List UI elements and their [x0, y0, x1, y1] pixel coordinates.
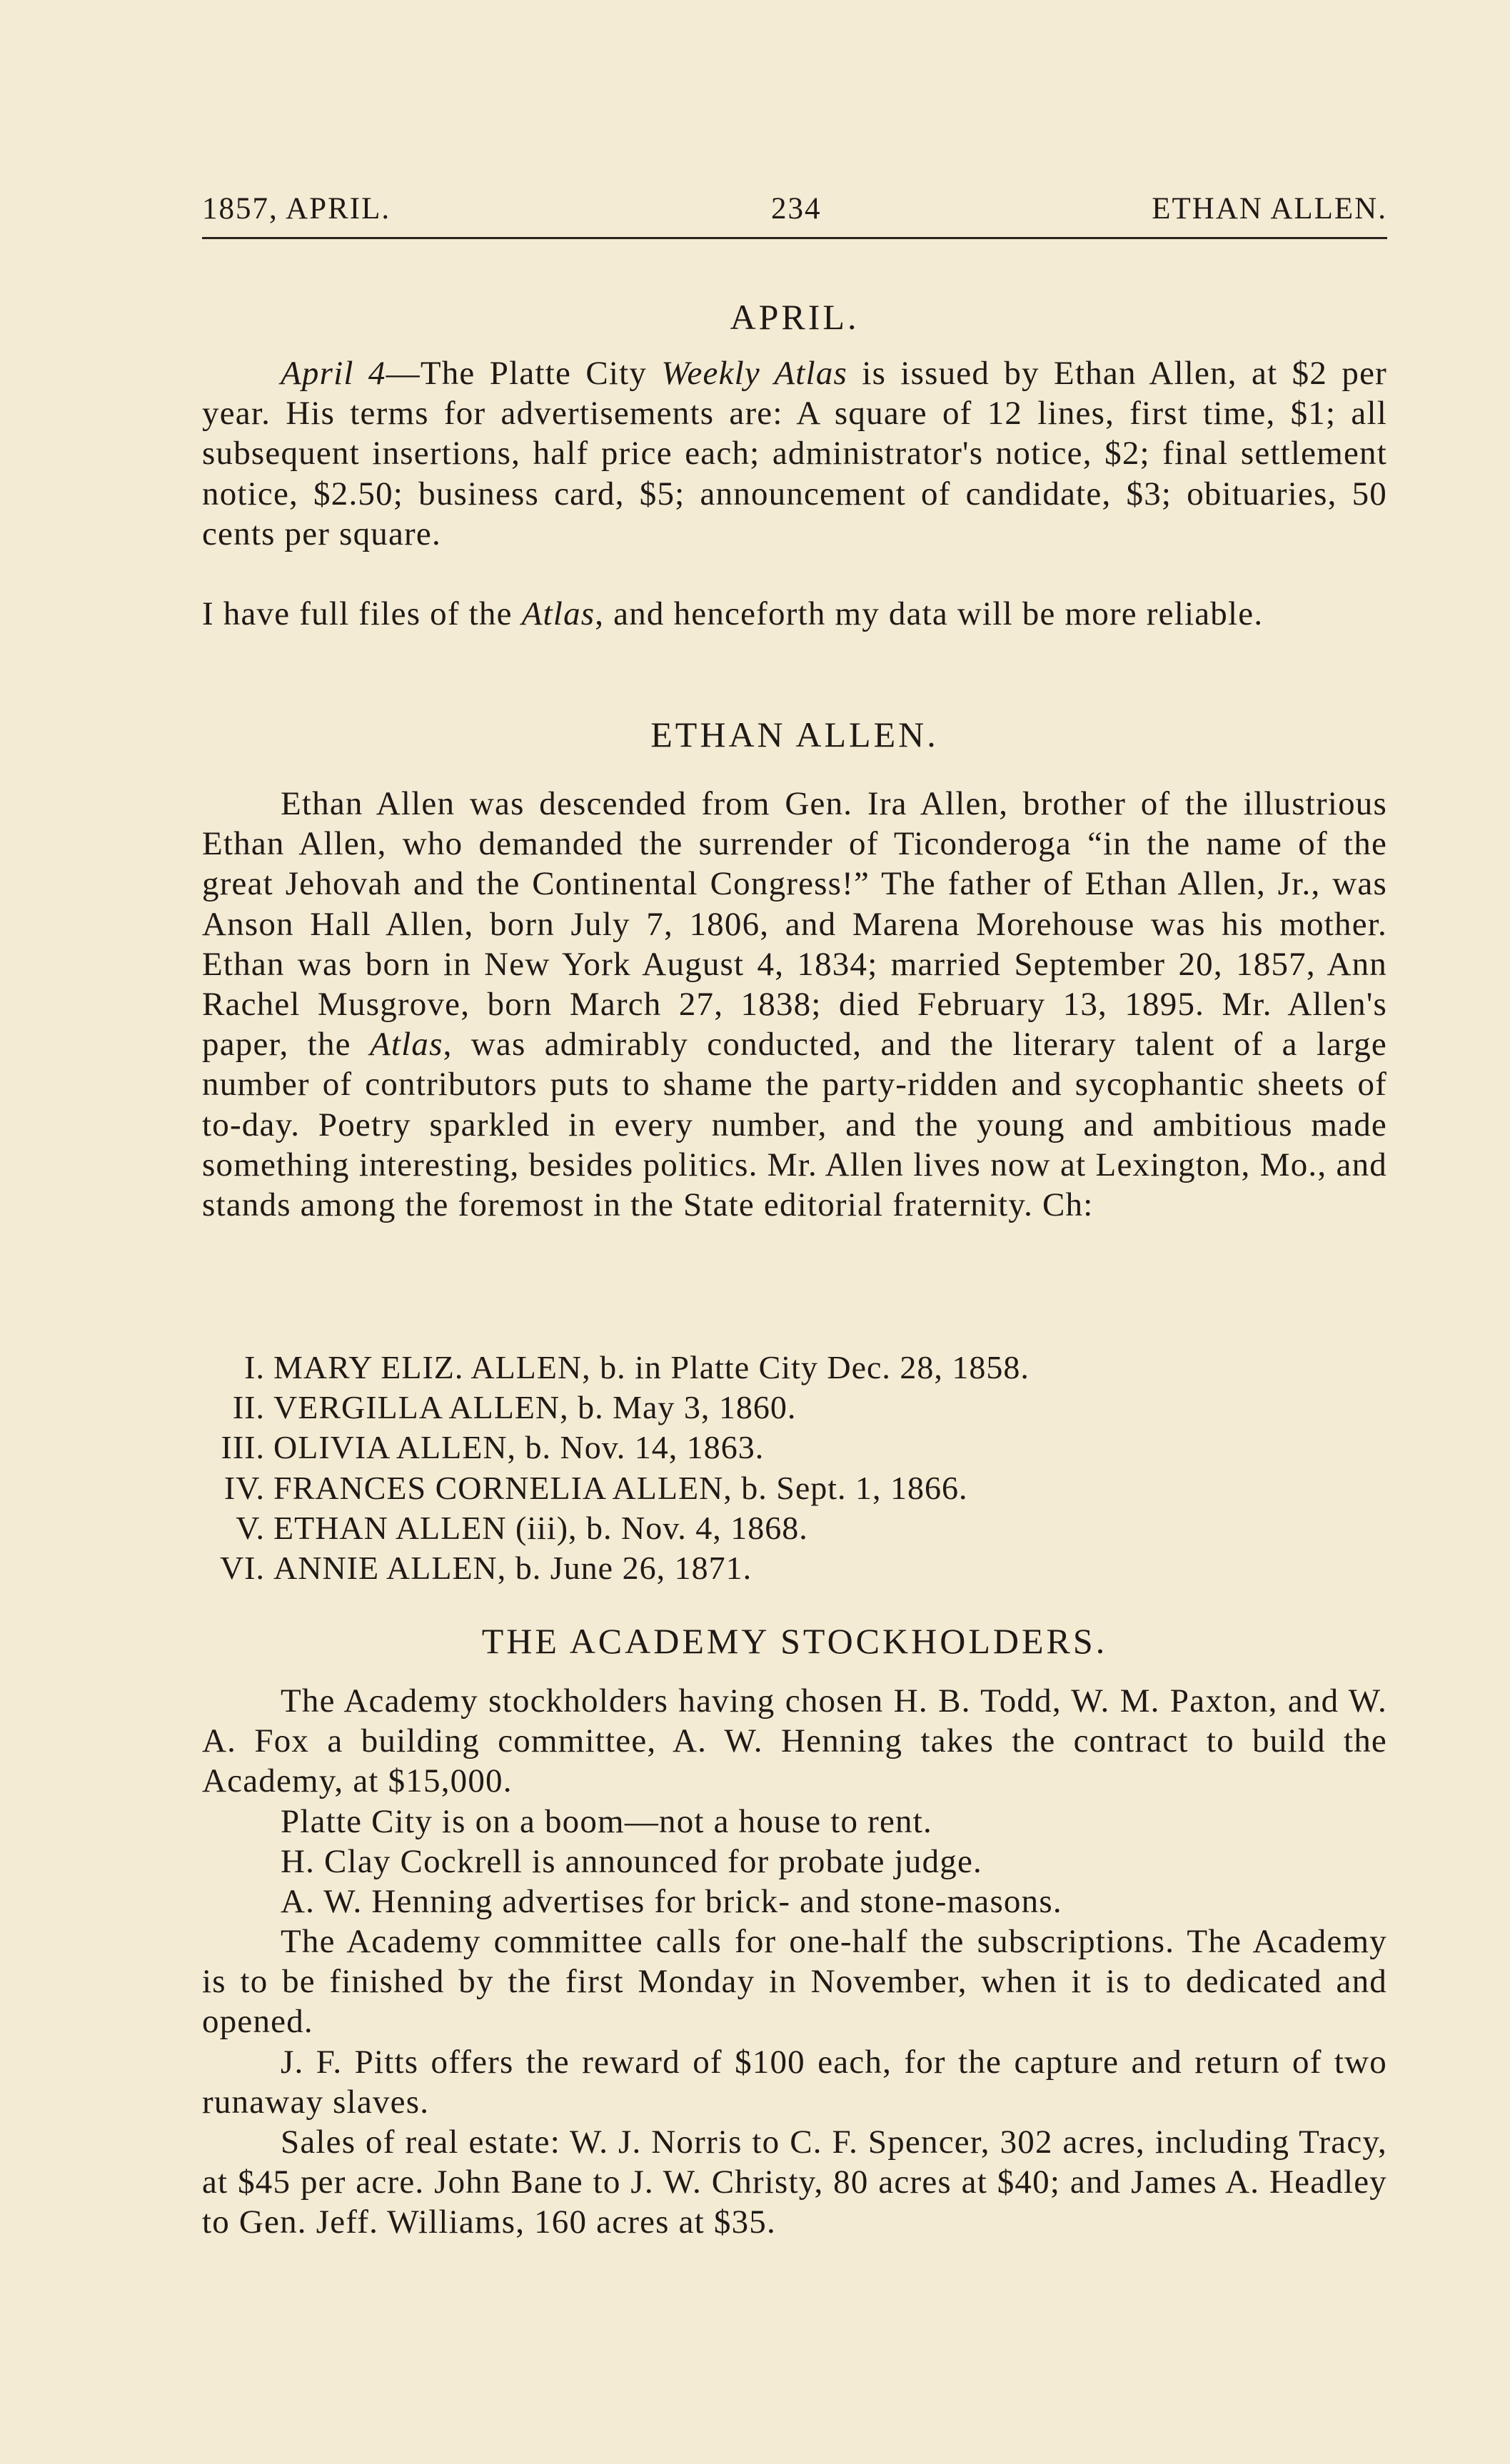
- section-heading-april: APRIL.: [730, 297, 860, 337]
- paper-name-2: Atlas: [521, 595, 595, 632]
- child-text: ETHAN ALLEN (iii), b. Nov. 4, 1868.: [273, 1509, 808, 1546]
- child-text: VERGILLA ALLEN, b. May 3, 1860.: [273, 1389, 797, 1426]
- april-date: April 4: [281, 355, 386, 392]
- child-number: V.: [236, 1509, 265, 1546]
- april-paragraph-2: [202, 594, 1387, 634]
- allen-text-a: Ethan Allen was descended from Gen. Ira Allen, brother of the illustrious Ethan Allen, who demanded the surrender of Ticonderoga “in the name of the great Jehovah and the Continental Congress!” The father of Ethan Allen, Jr., was Anson Hall Allen, born July 7, 1806, and Marena Morehouse was his mother. Ethan was born in New York August 4, 1834; married September 20, 1857, Ann Rachel Musgrove, born March 27, 1838; died February 13, 1895. Mr. Allen's paper, the: [202, 785, 1387, 1064]
- april-text-c: I have full files of the: [202, 595, 522, 632]
- academy-paragraph: J. F. Pitts offers the reward of $100 each, for the capture and return of two runaway slaves.: [202, 2044, 1387, 2121]
- child-entry: [202, 1548, 1387, 1588]
- allen-paragraph: [202, 784, 1387, 1225]
- april-paragraph-1: [202, 353, 1387, 554]
- child-number: IV.: [223, 1469, 265, 1506]
- children-list: [202, 1348, 1387, 1588]
- child-entry: [202, 1428, 1387, 1468]
- child-entry: [202, 1508, 1387, 1548]
- child-number: I.: [244, 1349, 265, 1385]
- child-number: VI.: [219, 1550, 265, 1587]
- header-title: ETHAN ALLEN.: [1152, 192, 1387, 226]
- paper-name-3: Atlas: [369, 1026, 443, 1064]
- child-text: FRANCES CORNELIA ALLEN, b. Sept. 1, 1866.: [273, 1469, 968, 1506]
- section-heading-ethan-allen: ETHAN ALLEN.: [650, 715, 939, 754]
- academy-paragraph: Platte City is on a boom—not a house to rent.: [281, 1803, 932, 1840]
- child-text: OLIVIA ALLEN, b. Nov. 14, 1863.: [273, 1429, 765, 1466]
- child-number: II.: [232, 1389, 265, 1426]
- academy-paragraph: Sales of real estate: W. J. Norris to C. F. Spencer, 302 acres, including Tracy, at $45 per acre. John Bane to J. W. Christy, 80 acres at $40; and James A. Headley to Gen. Jeff. Williams, 160 acres at $35.: [202, 2124, 1387, 2241]
- child-entry: [202, 1468, 1387, 1508]
- paper-name: Weekly Atlas: [661, 355, 848, 392]
- child-text: MARY ELIZ. ALLEN, b. in Platte City Dec. 28, 1858.: [273, 1349, 1030, 1385]
- section-heading-academy: THE ACADEMY STOCKHOLDERS.: [481, 1621, 1108, 1661]
- allen-text-b: , was admirably conducted, and the literary talent of a large number of contributors puts to shame the party-ridden and sycophantic sheets of to-day. Poetry sparkled in every number, and the young and ambitious made something interesting, besides politics. Mr. Allen lives now at Lexington, Mo., and stands among the foremost in the State editorial fraternity. Ch:: [202, 1026, 1387, 1224]
- child-entry: [202, 1388, 1387, 1428]
- april-text-d: , and henceforth my data will be more reliable.: [595, 595, 1264, 632]
- academy-paragraph: The Academy committee calls for one-half the subscriptions. The Academy is to be finished by the first Monday in November, when it is to dedicated and opened.: [202, 1923, 1387, 2041]
- academy-paragraph: A. W. Henning advertises for brick- and stone-masons.: [281, 1883, 1062, 1920]
- academy-paragraph: The Academy stockholders having chosen H. B. Todd, W. M. Paxton, and W. A. Fox a building committee, A. W. Henning takes the contract to build the Academy, at $15,000.: [202, 1682, 1387, 1800]
- header-rule: [202, 237, 1387, 239]
- header-date: 1857, APRIL.: [202, 192, 391, 226]
- academy-paragraph: H. Clay Cockrell is announced for probate judge.: [281, 1843, 982, 1880]
- child-number: III.: [221, 1429, 265, 1466]
- child-text: ANNIE ALLEN, b. June 26, 1871.: [273, 1550, 753, 1587]
- running-header: [202, 191, 1387, 234]
- april-text-a: —The Platte City: [386, 355, 662, 392]
- page-number: 234: [771, 192, 822, 226]
- april-text-b: is issued by Ethan Allen, at $2 per year. His terms for advertisements are: A square of 12 lines, first time, $1; all subsequent insertions, half price each; administrator's notice, $2; final settlement notice, $2.50; business card, $5; announcement of candidate, $3; obituaries, 50 cents per square.: [202, 355, 1387, 552]
- child-entry: [202, 1348, 1387, 1388]
